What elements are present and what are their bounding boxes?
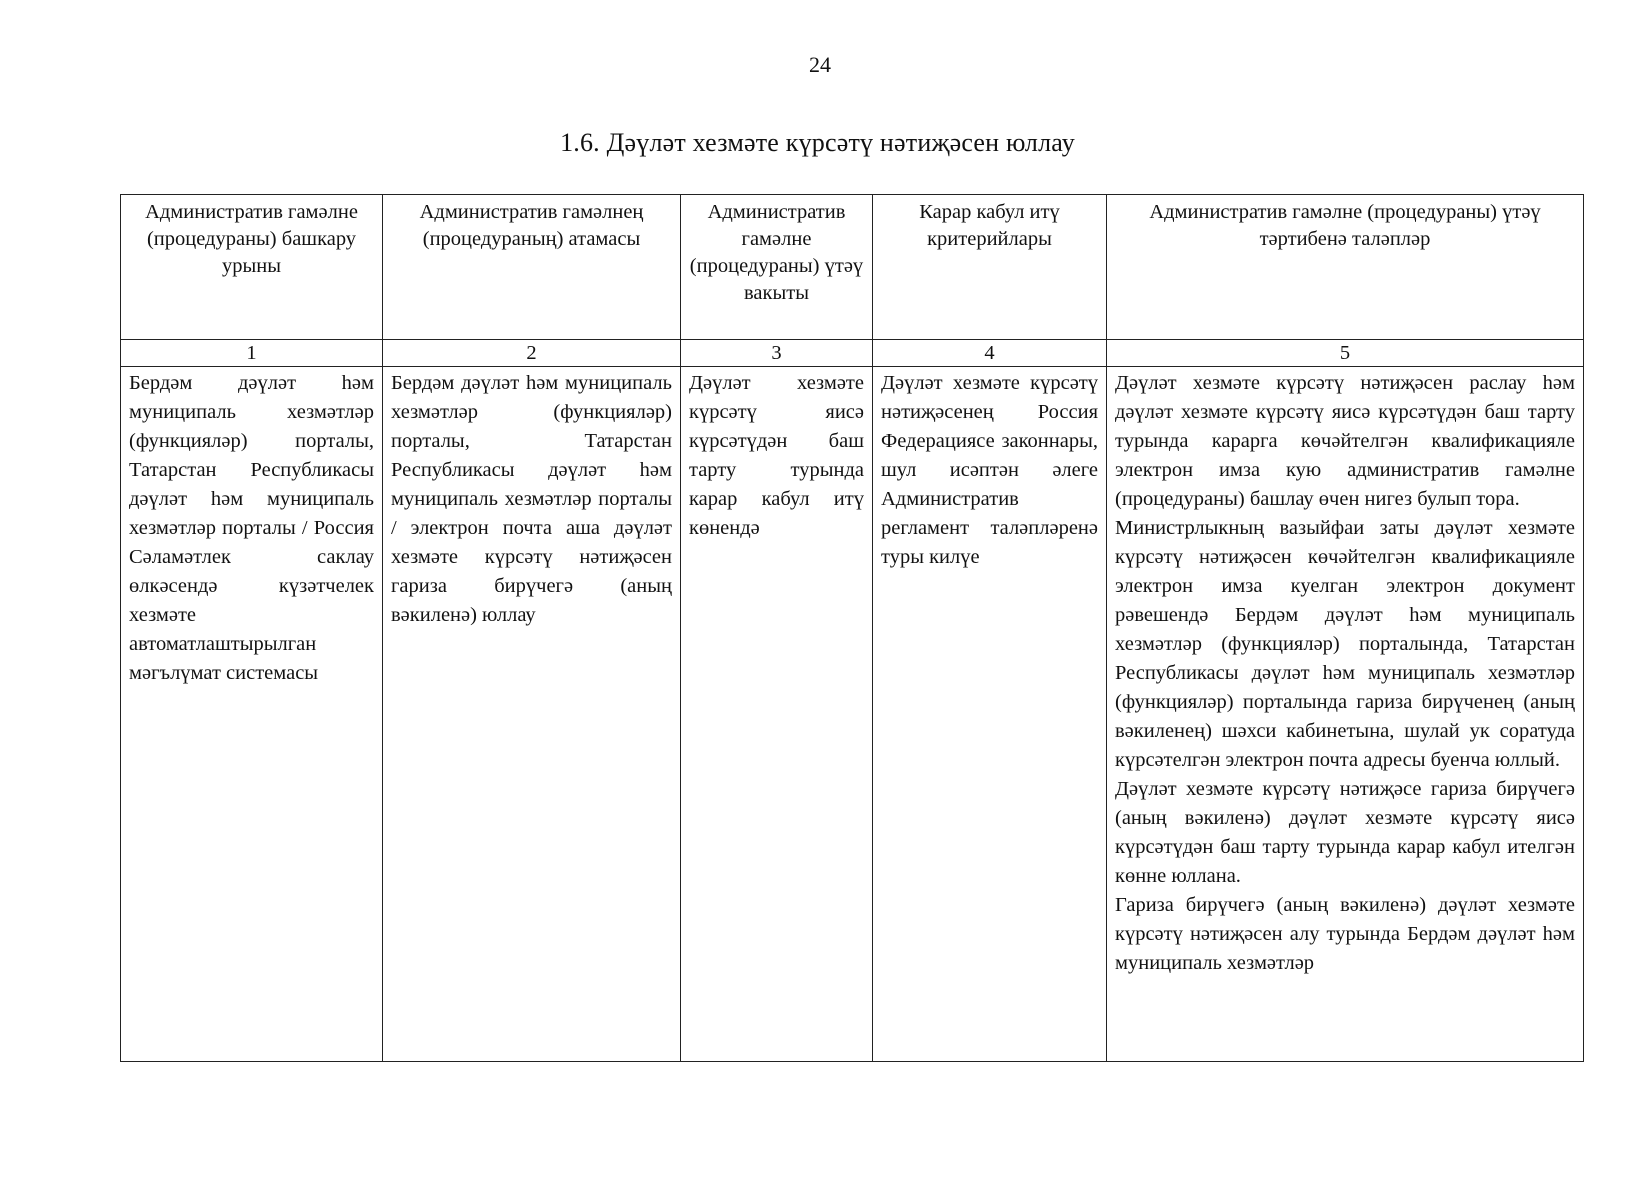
requirement-paragraph: Дәүләт хезмәте күрсәтү нәтиҗәсен раслау һәм дәүләт хезмәте күрсәтү яисә күрсәтүдән баш тарту турында карарга көчәйтелгән квалификацияле электрон имза кую административ гамәлне (процедураны) башлау өчен нигез булып тора. <box>1115 372 1575 510</box>
table-header-row <box>121 195 1584 340</box>
header-procedure-requirements: Административ гамәлне (процедураны) үтәү тәртибенә таләпләр <box>1107 195 1584 340</box>
section-title: 1.6. Дәүләт хезмәте күрсәтү нәтиҗәсен юллау <box>560 128 1075 157</box>
header-execution-place: Административ гамәлне (процедураны) башкару урыны <box>121 195 383 340</box>
column-number: 5 <box>1107 340 1584 367</box>
header-decision-criteria: Карар кабул итү критерийлары <box>873 195 1107 340</box>
page-number: 24 <box>809 52 831 77</box>
requirement-paragraph: Дәүләт хезмәте күрсәтү нәтиҗәсе гариза бирүчегә (аның вәкиленә) дәүләт хезмәте күрсәтү яисә күрсәтүдән баш тарту турында карар кабул ителгән көнне юллана. <box>1115 778 1575 887</box>
cell-procedure-name: Бердәм дәүләт һәм муниципаль хезмәтләр (функцияләр) порталы, Татарстан Республикасы дәүләт һәм муниципаль хезмәтләр порталы / электрон почта аша дәүләт хезмәте күрсәтү нәтиҗәсен гариза бирүчегә (аның вәкиленә) юллау <box>383 367 681 1062</box>
header-procedure-name: Административ гамәлнең (процедураның) атамасы <box>383 195 681 340</box>
requirement-paragraph: Министрлыкның вазыйфаи заты дәүләт хезмәте күрсәтү нәтиҗәсен көчәйтелгән квалификацияле электрон имза куелган электрон документ рәвешендә Бердәм дәүләт һәм муниципаль хезмәтләр (функцияләр) порталында, Татарстан Республикасы дәүләт һәм муниципаль хезмәтләр (функцияләр) порталында гариза бирүченең (аның вәкиленең) шәхси кабинетына, шулай ук соратуда күрсәтелгән электрон почта адресы буенча юллый. <box>1115 517 1575 771</box>
cell-execution-time: Дәүләт хезмәте күрсәтү яисә күрсәтүдән баш тарту турында карар кабул итү көнендә <box>681 367 873 1062</box>
column-number: 1 <box>121 340 383 367</box>
cell-decision-criteria: Дәүләт хезмәте күрсәтү нәтиҗәсенең Россия Федерациясе законнары, шул исәптән әлеге Административ регламент таләпләренә туры килүе <box>873 367 1107 1062</box>
procedure-table <box>120 194 1584 1062</box>
column-number: 4 <box>873 340 1107 367</box>
column-number-row <box>121 340 1584 367</box>
header-execution-time: Административ гамәлне (процедураны) үтәү вакыты <box>681 195 873 340</box>
cell-procedure-requirements <box>1107 367 1584 1062</box>
column-number: 3 <box>681 340 873 367</box>
cell-execution-place: Бердәм дәүләт һәм муниципаль хезмәтләр (функцияләр) порталы, Татарстан Республикасы дәүләт һәм муниципаль хезмәтләр порталы / Россия Сәламәтлек саклау өлкәсендә күзәтчелек хезмәте автоматлаштырылган мәгълүмат системасы <box>121 367 383 1062</box>
table-row <box>121 367 1584 1062</box>
requirement-paragraph: Гариза бирүчегә (аның вәкиленә) дәүләт хезмәте күрсәтү нәтиҗәсен алу турында Бердәм дәүләт һәм муниципаль хезмәтләр <box>1115 894 1575 974</box>
column-number: 2 <box>383 340 681 367</box>
